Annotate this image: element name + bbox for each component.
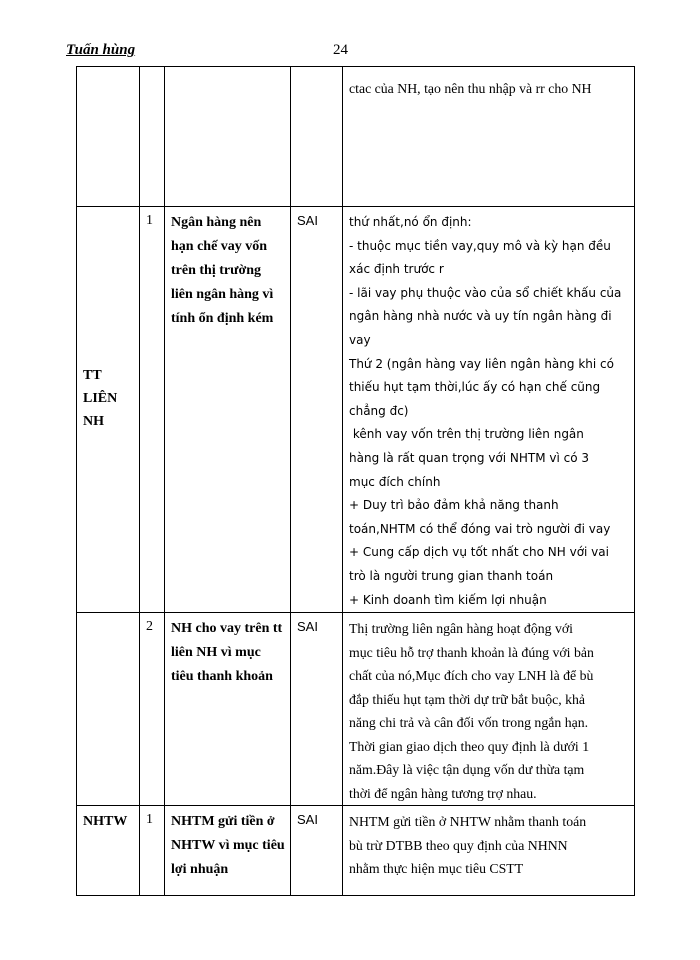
table-row	[77, 806, 635, 896]
section-cell	[77, 613, 140, 806]
explanation-line: mục đích chính	[349, 474, 441, 489]
explanation-line: Thứ 2 (ngân hàng vay liên ngân hàng khi có	[349, 356, 614, 371]
answer-value: SAI	[297, 619, 318, 635]
explanation-line: + Kinh doanh tìm kiếm lợi nhuận	[349, 592, 547, 607]
question-text: Ngân hàng nên hạn chế vay vốn trên thị trường liên ngân hàng vì tính ổn định kém	[171, 215, 274, 326]
explanation-line: - lãi vay phụ thuộc vào của sổ chiết khấu của	[349, 285, 622, 300]
explanation-line: ctac của NH, tạo nên thu nhập và rr cho NH	[349, 81, 592, 96]
number-cell	[140, 207, 165, 613]
explanation-cell	[343, 613, 635, 806]
question-text: NHTM gửi tiền ở NHTW vì mục tiêu lợi nhuận	[171, 814, 285, 878]
number-cell	[140, 67, 165, 207]
explanation-line: bù trừ DTBB theo quy định của NHNN	[349, 837, 568, 853]
qa-table	[76, 66, 635, 896]
question-cell	[165, 613, 291, 806]
item-number: 1	[146, 213, 153, 228]
section-label: NHTW	[83, 814, 128, 830]
explanation-cell	[343, 207, 635, 613]
explanation-line: - thuộc mục tiền vay,quy mô và kỳ hạn đều	[349, 238, 611, 253]
answer-value: SAI	[297, 213, 318, 228]
explanation-line: NHTM gửi tiền ở NHTW nhằm thanh toán	[349, 814, 587, 830]
table-row	[77, 67, 635, 207]
explanation-line: thiếu hụt tạm thời,lúc ấy có hạn chế cũng	[349, 380, 601, 395]
explanation-line: trò là người trung gian thanh toán	[349, 568, 554, 583]
author-name: Tuấn hùng	[66, 42, 136, 58]
explanation-line: năm.Đây là việc tận dụng vốn dư thừa tạm	[349, 762, 585, 778]
answer-cell	[291, 613, 343, 806]
number-cell	[140, 613, 165, 806]
section-cell	[77, 67, 140, 207]
item-number: 1	[146, 812, 153, 828]
explanation-line: thời để ngân hàng tương trợ nhau.	[349, 785, 537, 801]
explanation-line: Thị trường liên ngân hàng hoạt động với	[349, 621, 574, 637]
explanation-line: năng chi trả và cân đối vốn trong ngắn hạn.	[349, 715, 589, 731]
question-cell	[165, 806, 291, 896]
explanation-line: vay	[349, 332, 371, 347]
question-cell	[165, 207, 291, 613]
explanation-line: toán,NHTM có thể đóng vai trò người đi vay	[349, 521, 611, 536]
number-cell	[140, 806, 165, 896]
explanation-line: hàng là rất quan trọng với NHTM vì có 3	[349, 450, 590, 465]
explanation-line: thứ nhất,nó ổn định:	[349, 215, 472, 229]
question-cell	[165, 67, 291, 207]
section-cell	[77, 806, 140, 896]
explanation-line: ngân hàng nhà nước và uy tín ngân hàng đi	[349, 309, 612, 324]
explanation-line: mục tiêu hỗ trợ thanh khoản là đúng với bản	[349, 644, 594, 660]
table-row	[77, 613, 635, 806]
section-label: TT LIÊN NH	[83, 367, 118, 429]
explanation-line: chẳng đc)	[349, 403, 409, 418]
page-number: 24	[333, 42, 348, 58]
explanation-line: chất của nó,Mục đích cho vay LNH là để bù	[349, 668, 594, 684]
explanation-line: + Cung cấp dịch vụ tốt nhất cho NH với vai	[349, 545, 609, 560]
explanation-line: + Duy trì bảo đảm khả năng thanh	[349, 498, 559, 513]
table-row	[77, 207, 635, 613]
answer-cell	[291, 806, 343, 896]
explanation-line: nhằm thực hiện mục tiêu CSTT	[349, 861, 524, 877]
answer-cell	[291, 207, 343, 613]
explanation-cell	[343, 806, 635, 896]
explanation-cell	[343, 67, 635, 207]
answer-value: SAI	[297, 812, 318, 828]
explanation-line: Thời gian giao dịch theo quy định là dưới 1	[349, 738, 590, 754]
explanation-line: đắp thiếu hụt tạm thời dự trữ bắt buộc, khả	[349, 691, 586, 707]
section-cell	[77, 207, 140, 613]
explanation-line: xác định trước r	[349, 262, 444, 277]
item-number: 2	[146, 619, 153, 635]
explanation-line: kênh vay vốn trên thị trường liên ngân	[349, 427, 584, 442]
answer-cell	[291, 67, 343, 207]
question-text: NH cho vay trên tt liên NH vì mục tiêu thanh khoản	[171, 621, 283, 685]
